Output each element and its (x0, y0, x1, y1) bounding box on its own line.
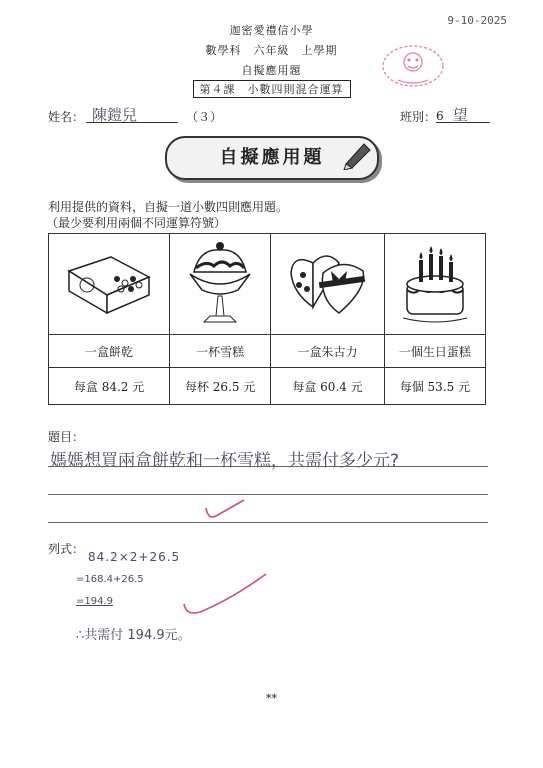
student-number: （３） (186, 110, 223, 124)
item-picture-cell (49, 234, 170, 335)
item-picture-cell (271, 234, 385, 335)
subject-line: 數學科 六年級 上學期 (205, 44, 338, 57)
item-name: 一盒餅乾 (49, 335, 170, 368)
working-conclusion: ∴共需付 194.9元。 (76, 628, 191, 643)
class-suffix: 望 (452, 106, 468, 124)
class-value: 6 (436, 109, 444, 123)
item-name: 一盒朱古力 (271, 335, 385, 368)
instruction-line-1: 利用提供的資料，自擬一道小數四則應用題。 (48, 200, 289, 214)
name-label: 姓名： (48, 110, 85, 124)
item-picture-cell (170, 234, 271, 335)
writing-line (48, 522, 488, 523)
writing-line (48, 494, 488, 495)
item-name: 一杯雪糕 (170, 335, 271, 368)
writing-line (48, 466, 488, 467)
class-label: 班別： (400, 110, 437, 124)
working-line-1: 84.2×2+26.5 (88, 550, 181, 564)
banner-title: 自擬應用題 (165, 136, 379, 180)
items-table (48, 233, 486, 405)
ice-cream-icon (180, 238, 260, 328)
name-field (86, 104, 178, 123)
working-line-2: =168.4+26.5 (76, 574, 144, 585)
footer-mark: ** (266, 692, 277, 705)
item-price: 每盒 60.4 元 (271, 368, 385, 405)
teacher-tick-icon (180, 570, 270, 618)
class-field (436, 104, 490, 123)
item-price: 每杯 26.5 元 (170, 368, 271, 405)
date-stamp: 9-10-2025 (447, 14, 507, 27)
name-value: 陳鎧兒 (92, 106, 138, 124)
instruction-line-2: （最少要利用兩個不同運算符號） (46, 216, 227, 230)
school-name: 迦密愛禮信小學 (229, 24, 314, 37)
chocolate-box-icon (283, 243, 373, 323)
teacher-tick-icon (200, 498, 250, 522)
item-price: 每盒 84.2 元 (49, 368, 170, 405)
question-label: 題目： (48, 430, 85, 444)
birthday-cake-icon (395, 238, 475, 328)
item-name: 一個生日蛋糕 (384, 335, 485, 368)
working-label: 列式： (48, 542, 85, 556)
item-picture-cell (384, 234, 485, 335)
worksheet-type: 自擬應用題 (241, 64, 302, 77)
question-answer: 媽媽想買兩盒餅乾和一杯雪糕，共需付多少元? (50, 451, 400, 471)
lesson-title: 第４課 小數四則混合運算 (193, 80, 351, 98)
cookie-box-icon (61, 243, 157, 323)
teacher-stamp-icon (378, 40, 448, 92)
lesson-row (0, 80, 543, 98)
pencil-icon (340, 136, 374, 170)
item-price: 每個 53.5 元 (384, 368, 485, 405)
working-line-3: =194.9 (76, 596, 114, 607)
